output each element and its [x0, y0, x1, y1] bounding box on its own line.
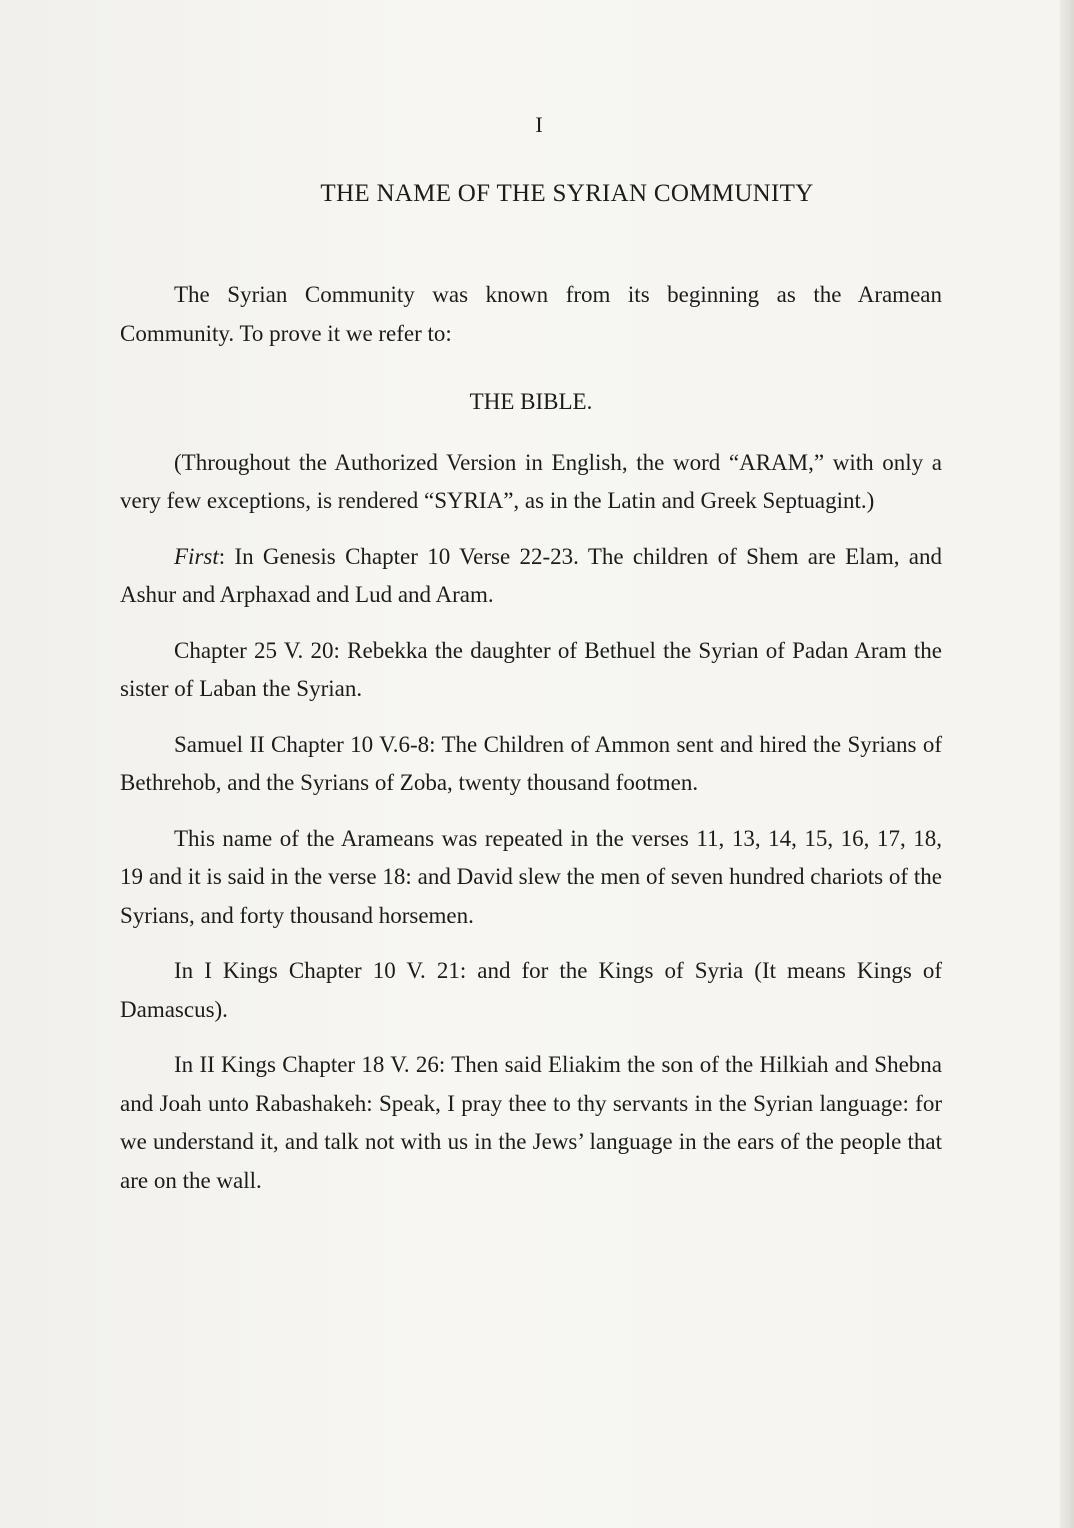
section-heading: THE BIBLE. — [469, 389, 593, 414]
paragraph — [120, 444, 942, 521]
paragraph — [120, 1046, 942, 1200]
paragraph-text: Chapter 25 V. 20: Rebekka the daughter of Bethuel the Syrian of Padan Aram the sister of Laban the Syrian. — [120, 637, 942, 701]
paragraph-text: Samuel II Chapter 10 V.6-8: The Children of Ammon sent and hired the Syrians of Bethrehob, and the Syrians of Zoba, twenty thousand footmen. — [120, 731, 942, 795]
paragraph-text: In II Kings Chapter 18 V. 26: Then said Eliakim the son of the Hilkiah and Shebna and Joah unto Rabashakeh: Speak, I pray thee to thy servants in the Syrian language: for we understand it, and talk not with us in the Jews’ language in the ears of the people that are on the wall. — [120, 1052, 942, 1193]
paragraph — [120, 632, 942, 709]
page-edge — [1060, 0, 1074, 1528]
paragraph — [120, 952, 942, 1029]
paragraph-text: In I Kings Chapter 10 V. 21: and for the Kings of Syria (It means Kings of Damascus). — [120, 958, 942, 1022]
page-number: I — [535, 112, 543, 137]
intro-paragraph: The Syrian Community was known from its beginning as the Aramean Community. To prove it we refer to: — [120, 282, 942, 346]
page-body — [120, 276, 942, 1217]
paragraph — [120, 538, 942, 615]
paragraph — [120, 820, 942, 936]
paragraph-text: (Throughout the Authorized Version in English, the word “ARAM,” with only a very few exceptions, is rendered “SYRIA”, as in the Latin and Greek Septuagint.) — [120, 449, 942, 513]
chapter-title: THE NAME OF THE SYRIAN COMMUNITY — [320, 180, 814, 207]
paragraph — [120, 726, 942, 803]
paragraph-lead: First — [174, 543, 219, 569]
paragraph-text: This name of the Arameans was repeated in the verses 11, 13, 14, 15, 16, 17, 18, 19 and it is said in the verse 18: and David slew the men of seven hundred chariots of the Syrians, and forty thousand horsemen. — [120, 825, 942, 928]
paragraph-text: : In Genesis Chapter 10 Verse 22-23. The children of Shem are Elam, and Ashur and Arphaxad and Lud and Aram. — [120, 543, 942, 607]
